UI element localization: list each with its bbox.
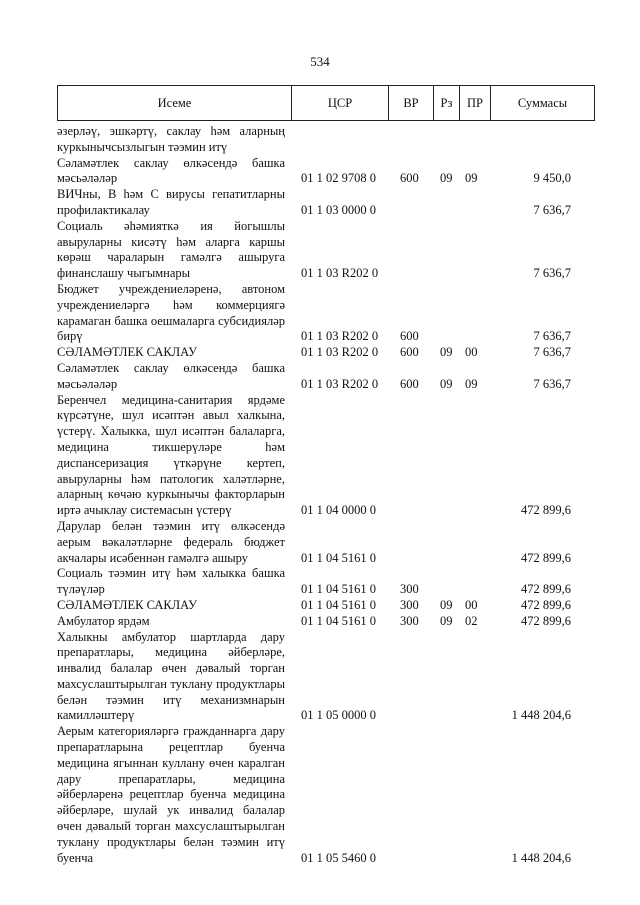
row-csr: 01 1 03 R202 0 [301,266,379,281]
table-row [57,345,597,361]
header-vr: ВР [388,86,433,120]
row-name: Амбулатор ярдәм [57,613,150,628]
row-pr: 00 [465,345,478,360]
row-sum: 7 636,7 [533,202,571,217]
row-rz: 09 [440,376,453,391]
row-name: Бюджет учреждениеләренә, автоном учреждениеләргә һәм коммерциягә карамаган башка оешмаларга субсидияләр бирү [57,281,285,344]
row-name: СӘЛАМӘТЛЕК САКЛАУ [57,597,197,612]
row-vr: 600 [400,345,419,360]
row-sum: 7 636,7 [533,329,571,344]
row-rz: 09 [440,597,453,612]
row-name: Сәламәтлек саклау өлкәсендә башка мәсьәләләр [57,360,285,391]
row-csr: 01 1 03 R202 0 [301,345,379,360]
row-sum: 9 450,0 [533,171,571,186]
table-header [57,85,595,121]
row-sum: 7 636,7 [533,266,571,281]
row-pr: 09 [465,171,478,186]
row-name: Дарулар белән тәэмин итү өлкәсендә аерым вәкаләтләрне федераль бюджет акчалары исәбеннән гамәлгә ашыру [57,518,285,565]
header-name: Исеме [157,95,192,110]
row-csr: 01 1 04 5161 0 [301,597,376,612]
row-sum: 1 448 204,6 [511,850,571,865]
row-sum: 7 636,7 [533,345,571,360]
row-sum: 1 448 204,6 [511,708,571,723]
table-row [57,630,597,725]
header-pr: ПР [459,86,490,120]
row-sum: 472 899,6 [521,613,571,628]
row-name: Беренчел медицина-санитария ярдәме күрсәтүне, шул исәптән авыл халкына, үстерү. Халыкка, шул исәптән балаларга, медицина тикшерүләре һәм диспансеризация үткәрүне кертеп, авыруларны һәм патологик халәтләрне, аларның көчәю куркынычы факторларын иртә ачыклау системасын үстерү [57,392,285,518]
row-rz: 09 [440,613,453,628]
row-vr: 600 [400,171,419,186]
row-sum: 472 899,6 [521,597,571,612]
table-row [57,361,597,393]
row-name: әзерләү, эшкәртү, саклау һәм аларның куркынычсызлыгын тәэмин итү [57,124,285,154]
row-csr: 01 1 04 5161 0 [301,550,376,565]
header-sum: Суммасы [490,86,594,120]
table-row [57,219,597,282]
page-number: 534 [310,54,330,69]
header-csr: ЦСР [291,86,388,120]
row-sum: 472 899,6 [521,550,571,565]
row-pr: 09 [465,376,478,391]
row-csr: 01 1 04 5161 0 [301,582,376,597]
row-csr: 01 1 04 5161 0 [301,613,376,628]
table-row [57,282,597,345]
row-name: Сәламәтлек саклау өлкәсендә башка мәсьәләләр [57,155,285,186]
table-body [57,124,597,866]
row-csr: 01 1 02 9708 0 [301,171,376,186]
row-csr: 01 1 05 5460 0 [301,850,376,865]
row-sum: 472 899,6 [521,503,571,518]
row-sum: 7 636,7 [533,376,571,391]
row-pr: 02 [465,613,478,628]
row-csr: 01 1 03 R202 0 [301,376,379,391]
row-vr: 300 [400,597,419,612]
row-name: Халыкны амбулатор шартларда дару препаратлары, медицина әйберләре, инвалид балалар өчен дәвалый торган махсуслаштырылган туклану продуктлары белән тәэмин итү механизмнарын камилләштерү [57,629,285,723]
row-name: СӘЛАМӘТЛЕК САКЛАУ [57,345,197,360]
row-sum: 472 899,6 [521,582,571,597]
row-rz: 09 [440,345,453,360]
row-name: Социаль тәэмин итү һәм халыкка башка түләүләр [57,566,285,597]
table-row [57,124,597,156]
row-pr: 00 [465,597,478,612]
table-row [57,187,597,219]
table-row [57,156,597,188]
table-row [57,393,597,519]
row-name: Социаль әһәмияткә ия йогышлы авыруларны кисәтү һәм аларга каршы көрәш чараларын гамәлгә ашыруга финанслашу чыгымнары [57,218,285,281]
table-row [57,598,597,614]
row-name: Аерым категорияләргә гражданнарга дару препаратларына рецептлар буенча медицина ягыннан куллану өчен каралган дару препаратлары, медицина әйберләренә рецептлар буенча медицина әйберләре, шулай ук инвалид балалар өчен дәвалый торган махсуслаштырылган туклану продуктлары белән тәэмин итү буенча [57,724,285,865]
row-csr: 01 1 04 0000 0 [301,503,376,518]
table-row [57,724,597,866]
row-rz: 09 [440,171,453,186]
table-row [57,566,597,598]
table-row [57,614,597,630]
row-vr: 300 [400,582,419,597]
row-vr: 300 [400,613,419,628]
row-vr: 600 [400,376,419,391]
row-csr: 01 1 05 0000 0 [301,708,376,723]
header-rz: Рз [433,86,459,120]
row-csr: 01 1 03 0000 0 [301,202,376,217]
table-row [57,519,597,566]
row-csr: 01 1 03 R202 0 [301,329,379,344]
row-vr: 600 [400,329,419,344]
row-name: ВИЧны, В һәм С вирусы гепатитларны профилактикалау [57,187,285,217]
